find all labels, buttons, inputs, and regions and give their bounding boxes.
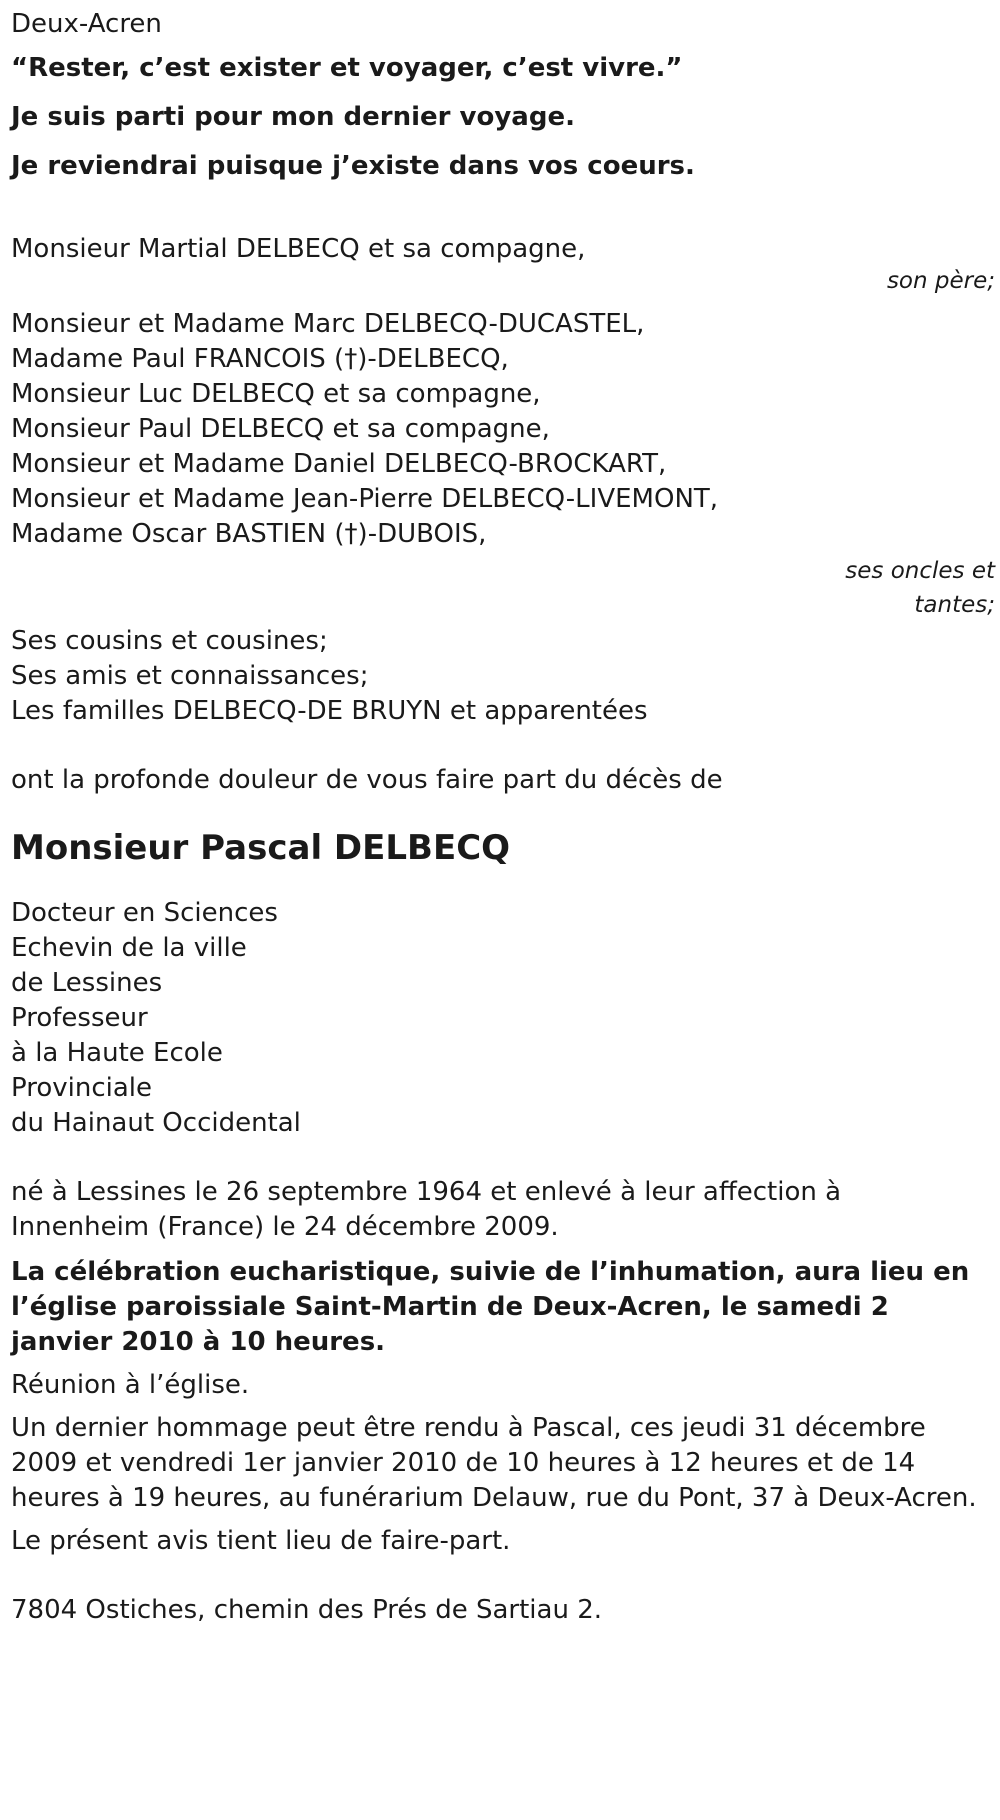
title-line: de Lessines (11, 968, 163, 998)
others-line: Ses cousins et cousines; (11, 626, 328, 656)
others-line: Ses amis et connaissances; (11, 661, 369, 691)
relative-name: Monsieur Luc DELBECQ et sa compagne, (11, 379, 541, 409)
deceased-name: Monsieur Pascal DELBECQ (11, 828, 511, 868)
others-line: Les familles DELBECQ-DE BRUYN et apparentées (11, 696, 648, 726)
relative-name: Madame Oscar BASTIEN (†)-DUBOIS, (11, 519, 487, 549)
relative-name: Monsieur et Madame Marc DELBECQ-DUCASTEL, (11, 309, 645, 339)
quote-line: Je reviendrai puisque j’existe dans vos coeurs. (11, 151, 695, 181)
tribute-info: Un dernier hommage peut être rendu à Pascal, ces jeudi 31 décembre 2009 et vendredi 1er janvier 2010 de 10 heures à 12 heures et de 14 heures à 19 heures, au funérarium Delauw, rue du Pont, 37 à Deux-Acren. (11, 1413, 977, 1513)
titles-block (11, 896, 995, 1141)
uncles-aunts-block (11, 307, 995, 622)
meeting-info: Réunion à l’église. (11, 1370, 250, 1400)
quote-block (11, 44, 995, 191)
others-block (11, 624, 995, 729)
quote-line: “Rester, c’est exister et voyager, c’est vivre.” (11, 53, 683, 83)
relative-name: Madame Paul FRANCOIS (†)-DELBECQ, (11, 344, 509, 374)
ceremony-info: La célébration eucharistique, suivie de l’inhumation, aura lieu en l’église paroissiale Saint-Martin de Deux-Acren, le samedi 2 janvier 2010 à 10 heures. (11, 1257, 970, 1357)
birth-death-info: né à Lessines le 26 septembre 1964 et enlevé à leur affection à Innenheim (France) le 24 décembre 2009. (11, 1177, 842, 1242)
address: 7804 Ostiches, chemin des Prés de Sartiau 2. (11, 1595, 603, 1625)
relative-name: Monsieur Paul DELBECQ et sa compagne, (11, 414, 550, 444)
relative-name: Monsieur et Madame Jean-Pierre DELBECQ-LIVEMONT, (11, 484, 719, 514)
father-block (11, 231, 995, 295)
notice-text: Le présent avis tient lieu de faire-part. (11, 1526, 511, 1556)
father-name: Monsieur Martial DELBECQ et sa compagne, (11, 234, 586, 264)
title-line: Echevin de la ville (11, 933, 247, 963)
title-line: à la Haute Ecole (11, 1038, 223, 1068)
location-header: Deux-Acren (11, 9, 162, 39)
title-line: Professeur (11, 1003, 148, 1033)
title-line: Docteur en Sciences (11, 898, 278, 928)
relative-name: Monsieur et Madame Daniel DELBECQ-BROCKART, (11, 449, 667, 479)
uncles-aunts-relation: tantes; (914, 592, 995, 618)
title-line: du Hainaut Occidental (11, 1108, 301, 1138)
quote-line: Je suis parti pour mon dernier voyage. (11, 102, 575, 132)
title-line: Provinciale (11, 1073, 153, 1103)
obituary-content (11, 4, 995, 1628)
father-relation: son père; (886, 268, 995, 294)
announcement: ont la profonde douleur de vous faire part du décès de (11, 765, 723, 795)
uncles-aunts-relation: ses oncles et (845, 558, 995, 584)
